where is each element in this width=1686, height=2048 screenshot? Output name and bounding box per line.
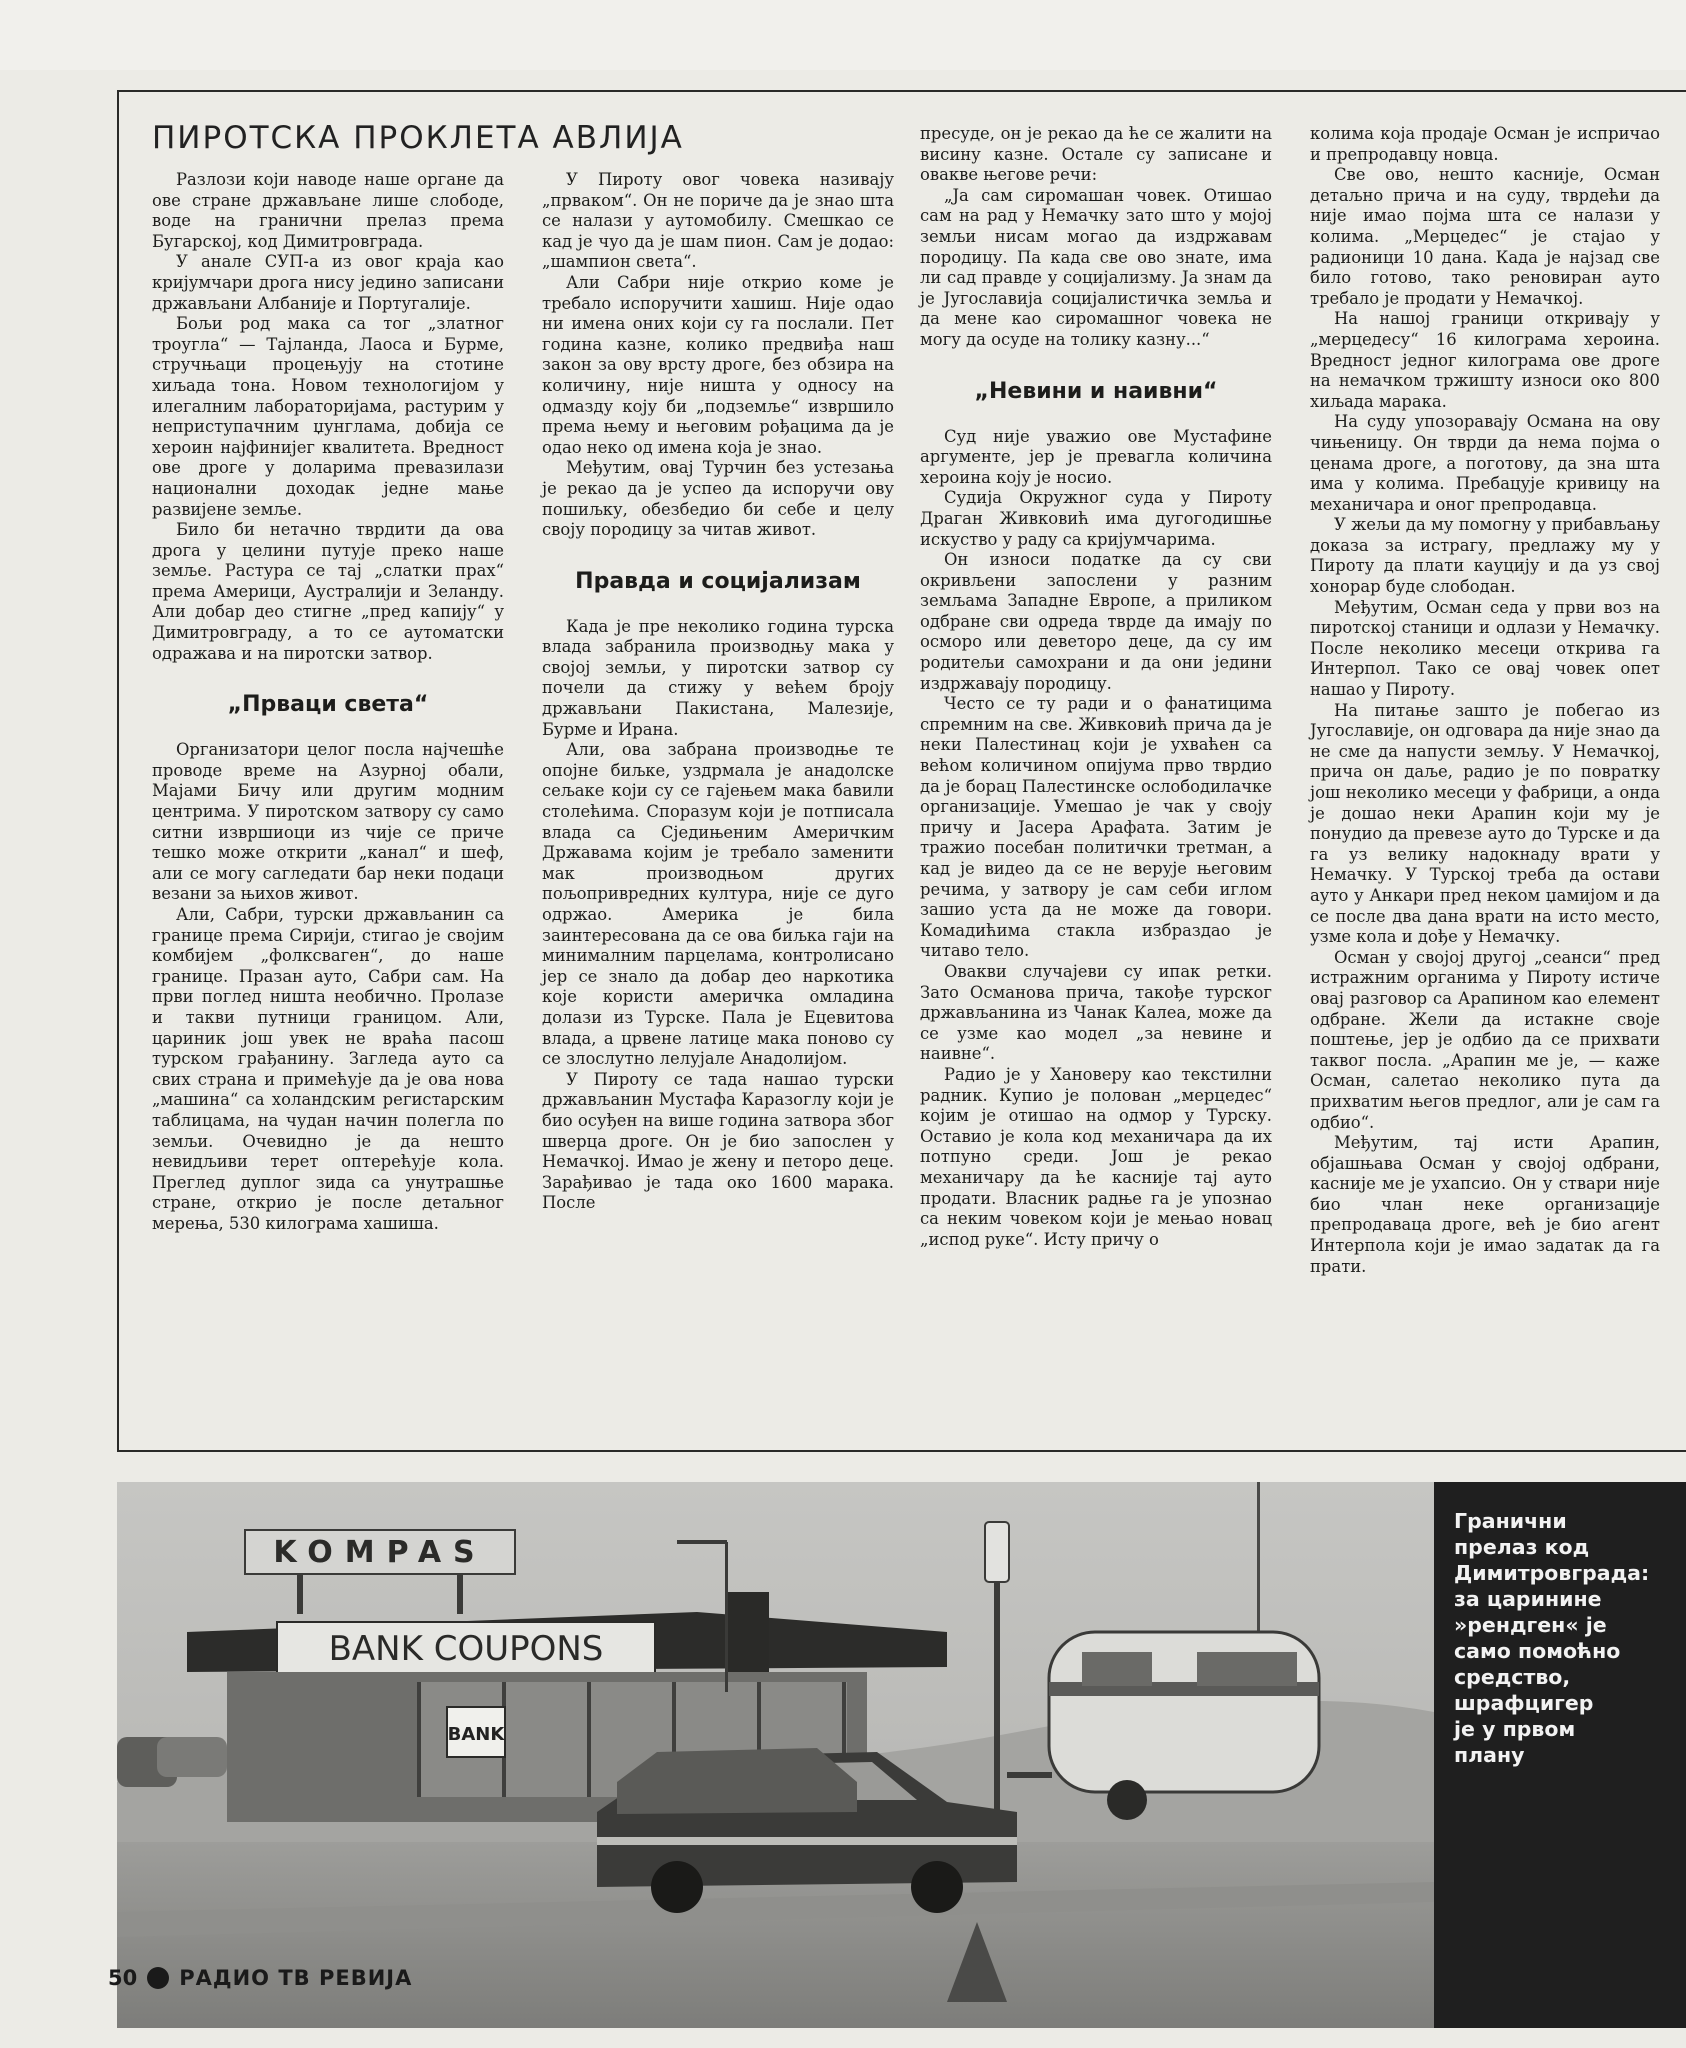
- paragraph: Али Сабри није открио коме је требало испоручити хашиш. Није одао ни имена оних који су га послали. Пет година казне, колико предвиђа наш закон за ову врсту дроге, без обзира на количину, није ништа у односу на одмазду коју би „подземље“ извршило према њему и његовим рођацима да је одао неко од имена која је знао.: [542, 272, 894, 457]
- paragraph: У анале СУП-а из овог краја као кријумчари дрога нису једино записани држављани Албаније и Португалије.: [152, 252, 504, 313]
- paragraph: Али, ова забрана производње те опојне биљке, уздрмала је анадолске сељаке који су се гајењем мака бавили столећима. Споразум који је потписала влада са Сједињеним Америчким Државама којим је требало заменити мак производњом других пољопривредних култура, није се дуго одржао. Америка је била заинтересована да се ова биљка гаји на минималним парцелама, контролисано јер се знало да добар део наркотика које користи америчка омладина долази из Турске. Пала је Ецевитова влада, а црвене латице мака поново су се злослутно лелујале Анадолијом.: [542, 740, 894, 1069]
- paragraph: Када је пре неколико година турска влада забранила производњу мака у својој земљи, у пиротски затвор су почели да стижу у већем броју држављани Пакистана, Малезије, Бурме и Ирана.: [542, 616, 894, 739]
- paragraph: Све ово, нешто касније, Осман детаљно прича и на суду, тврдећи да није имао појма шта се налази у колима. „Мерцедес“ је стајао у радионици 10 дана. Када је најзад све било готово, тако реновиран ауто требало је продати у Немачкој.: [1310, 165, 1660, 308]
- article-column-2: [542, 170, 894, 1214]
- border-crossing-photo: [117, 1482, 1434, 2028]
- svg-text:KOMPAS: KOMPAS: [273, 1535, 487, 1570]
- paragraph: Разлози који наводе наше органе да ове стране држављане лише слободе, воде на гранични прелаз према Бугарској, код Димитровграда.: [152, 170, 504, 251]
- paragraph: Било би нетачно тврдити да ова дрога у целини путује преко наше земље. Растура се тај „слатки прах“ према Америци, Аустралији и Зеланду. Али добар део стигне „пред капију“ у Димитровграду, а то се аутоматски одражава и на пиротски затвор.: [152, 520, 504, 663]
- paragraph: Често се ту ради и о фанатицима спремним на све. Живковић прича да је неки Палестинац који је ухваћен са већом количином опијума прво тврдио да је борац Палестинске ослободилачке организације. Умешао је чак у своју причу и Јасера Арафата. Затим је тражио посебан политички третман, а кад је видео да се не верује његовим речима, у затвору је сам себи иглом зашио уста да не може да говори. Комадићима стакла избраздао је читаво тело.: [920, 694, 1272, 961]
- article-column-3: [920, 124, 1272, 1250]
- svg-text:BANK COUPONS: BANK COUPONS: [328, 1629, 604, 1669]
- photo-caption: Гранични прелаз код Димитровграда: за царинине »рендген« је само помоћно средство, шрафцигер је у првом плану: [1454, 1509, 1650, 1767]
- paragraph: Међутим, тај исти Арапин, објашњава Осман у својој одбрани, касније ме је ухапсио. Он у ствари није био члан неке организације препродаваца дроге, већ је био агент Интерпола који је имао задатак да га прати.: [1310, 1133, 1660, 1276]
- paragraph: Суд није уважио ове Мустафине аргументе, јер је превагла количина хероина коју је носио.: [920, 426, 1272, 487]
- paragraph: Радио је у Хановеру као текстилни радник. Купио је полован „мерцедес“ којим је отишао на одмор у Турску. Оставио је кола код механичара да их потпуно среди. Још је рекао механичару да ће касније тај ауто продати. Власник радње га је упознао са неким човеком који је мењао новац „испод руке“. Исту причу о: [920, 1064, 1272, 1249]
- publication-name: РАДИО ТВ РЕВИЈА: [179, 1966, 413, 1990]
- svg-text:BANK: BANK: [447, 1724, 505, 1745]
- subheading-prvaci-sveta: „Прваци света“: [227, 692, 429, 718]
- paragraph: колима која продаје Осман је испричао и препродавцу новца.: [1310, 124, 1660, 164]
- article-column-1: [152, 170, 504, 1235]
- paragraph: Али, Сабри, турски држављанин са границе према Сирији, стигао је својим комбијем „фолксваген“, до наше границе. Празан ауто, Сабри сам. На први поглед ништа необично. Пролазе и такви путници границом. Али, цариник још увек не враћа пасош турском грађанину. Загледа ауто са свих страна и примећује да је ова нова „машина“ са холандским регистарским таблицама, на чудан начин полегла по земљи. Очевидно је да нешто невидљиви терет оптерећује кола. Преглед дуплог зида са унутрашње стране, открио је после детаљног мерења, 530 килограма хашиша.: [152, 905, 504, 1233]
- subheading-nevini-i-naivni: „Невини и наивни“: [974, 378, 1218, 404]
- article-headline: ПИРОТСКА ПРОКЛЕТА АВЛИЈА: [152, 120, 684, 156]
- paragraph: Осман у својој другој „сеанси“ пред истражним органима у Пироту истиче овај разговор са Арапином као елемент одбране. Жели да истакне своје поштење, јер је одбио да се прихвати таквог посла. „Арапин ме је, — каже Осман, салетао неколико пута да прихватим његов предлог, али је сам га одбио“.: [1310, 947, 1660, 1132]
- paragraph: Бољи род мака са тог „златног троугла“ — Тајланда, Лаоса и Бурме, стручњаци процењују на стотине хиљада тона. Новом технологијом у илегалним лабораторијама, растурим у неприступачним џунглама, добија се хероин најфинијег квалитета. Вредност ове дроге у доларима превазилази национални доходак једне мање развијене земље.: [152, 314, 504, 519]
- article-column-4: [1310, 124, 1660, 1277]
- paragraph: На питање зашто је побегао из Југославије, он одговара да није знао да не сме да напусти земљу. У Немачкој, прича он даље, радио је по повратку још неколико месеци у фабрици, а онда је дошао неки Арапин који му је понудио да превезе ауто до Турске и да га уз велику надокнаду врати у Немачку. У Турској треба да остави ауто у Анкари пред неком џамијом и да се после два дана врати на исто место, узме кола и дође у Немачку.: [1310, 700, 1660, 947]
- paragraph: пресуде, он је рекао да ће се жалити на висину казне. Остале су записане и овакве његове речи:: [920, 124, 1272, 185]
- page-footer: [108, 1958, 412, 1998]
- paragraph: На суду упозоравају Османа на ову чињеницу. Он тврди да нема појма о ценама дроге, а поготову, да зна шта има у колима. Пребацује кривицу на механичара и оног препродавца.: [1310, 412, 1660, 514]
- paragraph: Међутим, овај Турчин без устезања је рекао да је успео да испоручи ову пошиљку, обезбедио би себе и целу своју породицу за читав живот.: [542, 458, 894, 540]
- subheading-pravda-i-socijalizam: Правда и социјализам: [575, 568, 861, 594]
- paragraph: Међутим, Осман седа у први воз на пиротској станици и одлази у Немачку. После неколико месеци открива га Интерпол. Тако се овај човек опет нашао у Пироту.: [1310, 597, 1660, 700]
- paragraph: Организатори целог посла најчешће проводе време на Азурној обали, Мајами Бичу или другим модним центрима. У пиротском затвору су само ситни извршиоци из чије се приче тешко може открити „канал“ и шеф, али се могу сагледати бар неки подаци везани за њихов живот.: [152, 740, 504, 904]
- page-number: 50: [108, 1966, 138, 1990]
- quote-paragraph: „Ја сам сиромашан човек. Отишао сам на рад у Немачку зато што у мојој земљи нисам могао да издржавам породицу. Па када све ово знате, има ли сад правде у социјализму. Ја знам да је Југославија социјалистичка земља и да мене као сиромашног човека не могу да осуде на толику казну...“: [920, 185, 1272, 349]
- page-top-margin: [0, 0, 1686, 70]
- paragraph: Судија Окружног суда у Пироту Драган Живковић има дугогодишње искуство у раду са кријумчарима.: [920, 488, 1272, 549]
- paragraph: У Пироту се тада нашао турски држављанин Мустафа Каразоглу који је био осуђен на више година затвора због шверца дроге. Он је био запослен у Немачкој. Имао је жену и петоро деце. Зарађивао је тада око 1600 марака. После: [542, 1069, 894, 1213]
- paragraph: Он износи податке да су сви окривљени запослени у разним земљама Западне Европе, а приликом одбране сви одреда тврде да имају по осморо или деветоро деце, да су им родитељи самохрани и да они једини издржавају породицу.: [920, 550, 1272, 693]
- paragraph: У Пироту овог човека називају „прваком“. Он не пориче да је знао шта се налази у аутомобилу. Смешкао се кад је чуо да је шам пион. Сам је додао: „шампион света“.: [542, 170, 894, 272]
- paragraph: Овакви случајеви су ипак ретки. Зато Османова прича, такође турског држављанина из Чанак Калеа, може да се узме као модел „за невине и наивне“.: [920, 961, 1272, 1064]
- paragraph: На нашој граници откривају у „мерцедесу“ 16 килограма хероина. Вредност једног килограма ове дроге на немачком тржишту износи око 800 хиљада марака.: [1310, 309, 1660, 411]
- bullet-dot-icon: [147, 1967, 169, 1989]
- paragraph: У жељи да му помогну у прибављању доказа за истрагу, предлажу му у Пироту да плати кауцију и да уз свој хонорар буде слободан.: [1310, 515, 1660, 597]
